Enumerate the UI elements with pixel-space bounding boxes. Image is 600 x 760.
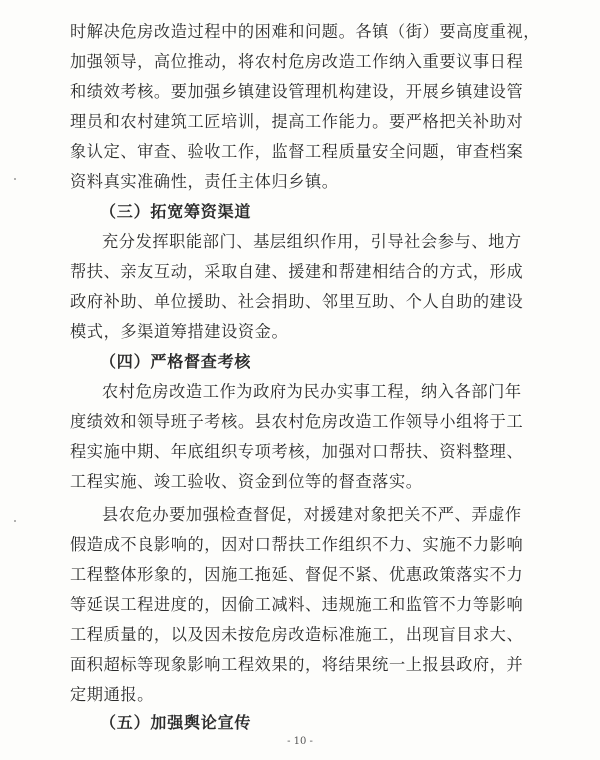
scan-speck — [14, 178, 16, 180]
body-line: 和绩效考核。要加强乡镇建设管理机构建设，开展乡镇建设管 — [70, 82, 524, 101]
body-line: 工程质量的，以及因未按危房改造标准施工，出现盲目求大、 — [70, 625, 524, 644]
scan-speck — [14, 520, 16, 522]
body-line: 工程整体形象的，因施工拖延、督促不紧、优惠政策落实不力 — [70, 565, 524, 584]
body-line: 假造成不良影响的，因对口帮扶工作组织不力、实施不力影响 — [70, 535, 524, 554]
page-number: - 10 - — [287, 736, 313, 747]
body-line: 加强领导，高位推动，将农村危房改造工作纳入重要议事日程 — [70, 52, 524, 71]
body-line: 帮扶、亲友互动，采取自建、援建和帮建相结合的方式，形成 — [70, 262, 524, 281]
section-heading: （五）加强舆论宣传 — [100, 713, 252, 732]
body-line: 时解决危房改造过程中的困难和问题。各镇（街）要高度重视， — [70, 22, 541, 41]
body-line: 象认定、审查、验收工作，监督工程质量安全问题，审查档案 — [70, 142, 524, 161]
body-line: 定期通报。 — [70, 685, 154, 704]
body-line: 程实施中期、年底组织专项考核，加强对口帮扶、资料整理、 — [70, 442, 524, 461]
body-line: 政府补助、单位援助、社会捐助、邻里互助、个人自助的建设 — [70, 292, 524, 311]
section-heading: （四）严格督查考核 — [100, 352, 252, 371]
body-line: 工程实施、竣工验收、资金到位等的督查落实。 — [70, 472, 423, 491]
body-line: 度绩效和领导班子考核。县农村危房改造工作领导小组将于工 — [70, 412, 524, 431]
body-line: 资料真实准确性，责任主体归乡镇。 — [70, 172, 339, 191]
body-line: 县农危办要加强检查督促，对援建对象把关不严、弄虚作 — [102, 505, 522, 524]
section-heading: （三）拓宽筹资渠道 — [100, 202, 252, 221]
body-line: 面积超标等现象影响工程效果的，将结果统一上报县政府，并 — [70, 655, 524, 674]
body-line: 充分发挥职能部门、基层组织作用，引导社会参与、地方 — [102, 232, 522, 251]
body-line: 等延误工程进度的，因偷工减料、违规施工和监管不力等影响 — [70, 595, 524, 614]
body-line: 理员和农村建筑工匠培训，提高工作能力。要严格把关补助对 — [70, 112, 524, 131]
body-line: 模式，多渠道筹措建设资金。 — [70, 322, 289, 341]
body-line: 农村危房改造工作为政府为民办实事工程，纳入各部门年 — [102, 382, 522, 401]
